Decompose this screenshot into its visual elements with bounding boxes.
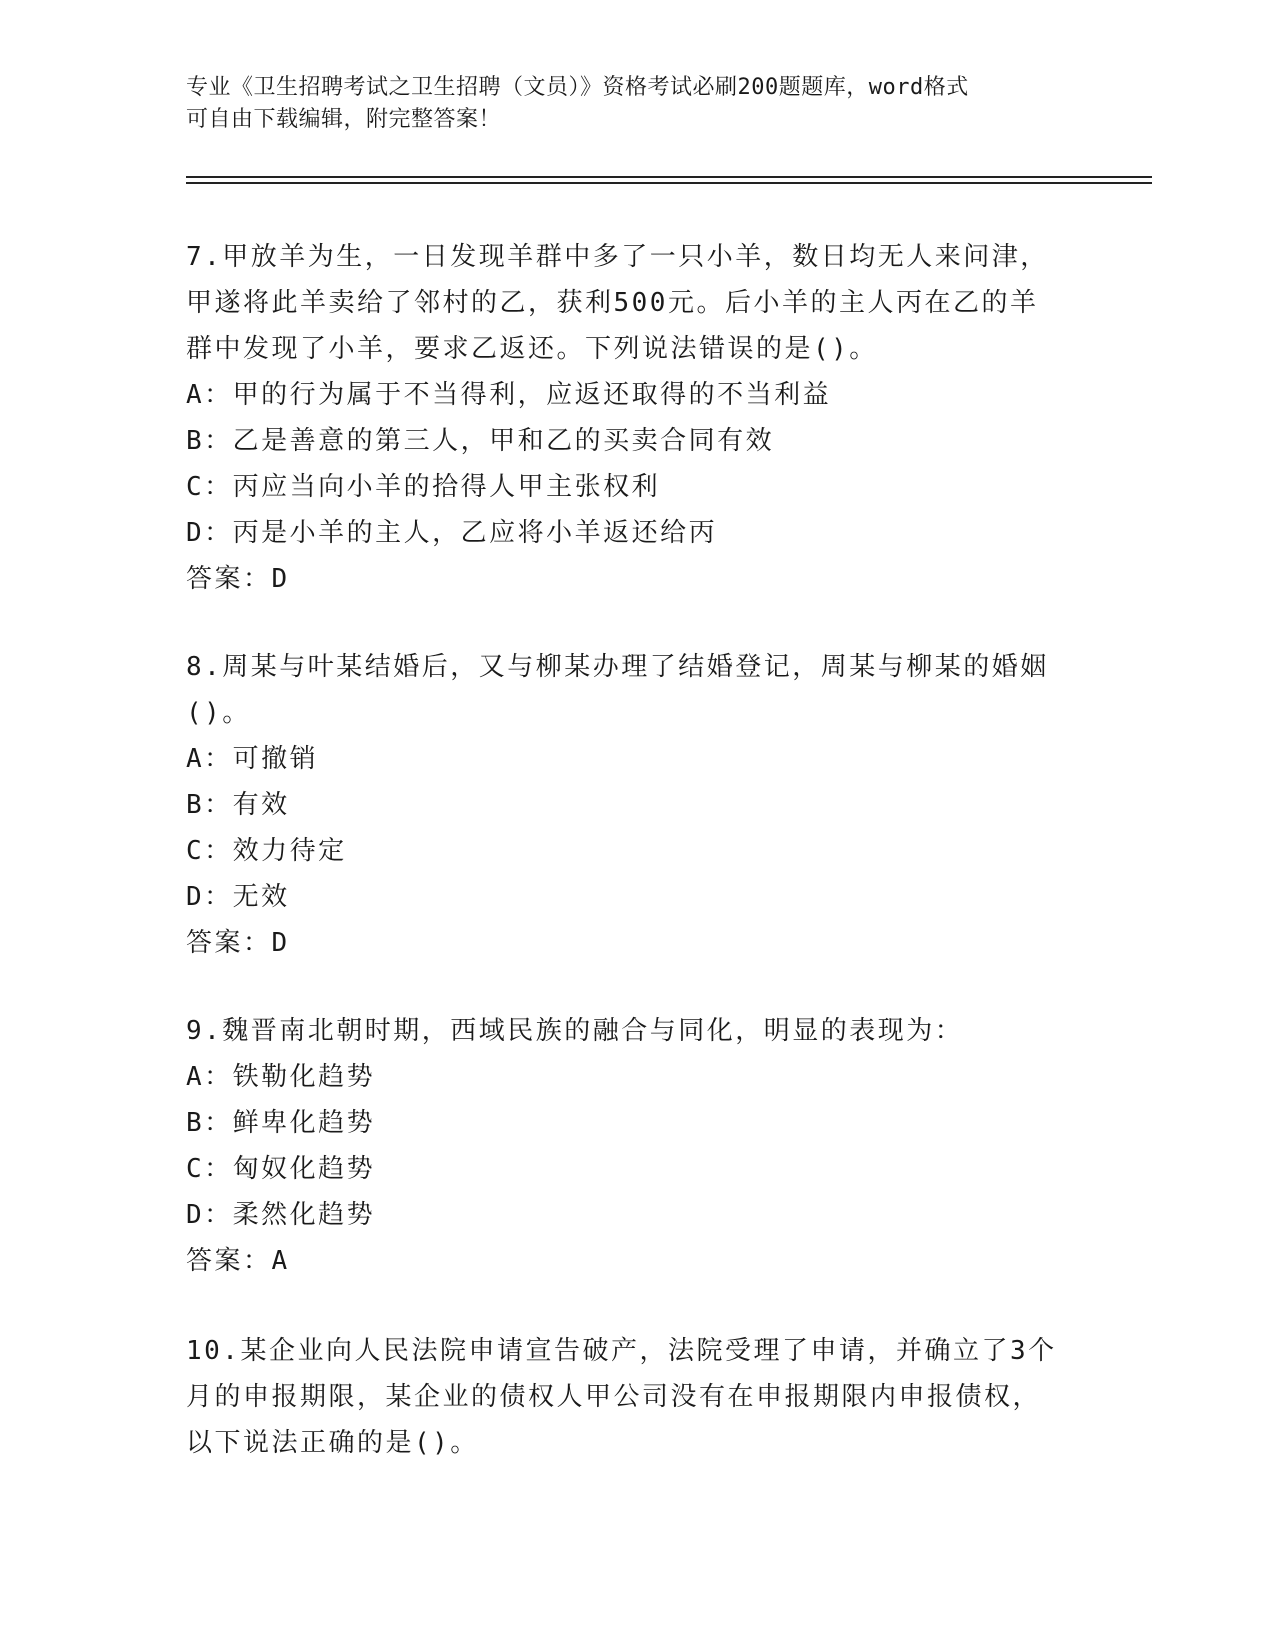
header-line-2: 可自由下载编辑，附完整答案！	[186, 107, 502, 132]
question-9-stem	[186, 1008, 1086, 1054]
question-9-option-c: C：匈奴化趋势	[186, 1154, 376, 1184]
question-8-answer: 答案：D	[186, 928, 290, 958]
stem-line: ()。	[186, 698, 251, 728]
question-7-option-c: C：丙应当向小羊的拾得人甲主张权利	[186, 472, 661, 502]
question-7-option-d: D：丙是小羊的主人，乙应将小羊返还给丙	[186, 518, 718, 548]
question-7-option-b: B：乙是善意的第三人，甲和乙的买卖合同有效	[186, 426, 775, 456]
question-8-option-d: D：无效	[186, 882, 290, 912]
stem-line: 9.魏晋南北朝时期，西域民族的融合与同化，明显的表现为：	[186, 1016, 964, 1046]
question-10	[186, 1328, 1086, 1466]
question-7-answer: 答案：D	[186, 564, 290, 594]
question-9-option-b: B：鲜卑化趋势	[186, 1108, 376, 1138]
question-9-answer: 答案：A	[186, 1246, 290, 1276]
question-8-option-c: C：效力待定	[186, 836, 347, 866]
question-8-stem	[186, 644, 1086, 736]
header-line-1: 专业《卫生招聘考试之卫生招聘（文员）》资格考试必刷200题题库，word格式	[186, 75, 969, 100]
stem-line: 以下说法正确的是()。	[186, 1428, 479, 1458]
header-divider-bottom	[186, 182, 1152, 184]
question-10-stem	[186, 1328, 1086, 1466]
document-header	[186, 72, 1066, 136]
stem-line: 月的申报期限，某企业的债权人甲公司没有在申报期限内申报债权，	[186, 1382, 1042, 1412]
stem-line: 7.甲放羊为生，一日发现羊群中多了一只小羊，数日均无人来问津，	[186, 242, 1049, 272]
question-7-option-a: A：甲的行为属于不当得利，应返还取得的不当利益	[186, 380, 832, 410]
question-9-option-d: D：柔然化趋势	[186, 1200, 376, 1230]
question-7	[186, 234, 1086, 602]
stem-line: 8.周某与叶某结婚后，又与柳某办理了结婚登记，周某与柳某的婚姻	[186, 652, 1049, 682]
question-9	[186, 1008, 1086, 1284]
question-9-option-a: A：铁勒化趋势	[186, 1062, 376, 1092]
stem-line: 群中发现了小羊，要求乙返还。下列说法错误的是()。	[186, 334, 878, 364]
header-divider-top	[186, 176, 1152, 178]
question-8-option-a: A：可撤销	[186, 744, 319, 774]
stem-line: 甲遂将此羊卖给了邻村的乙，获利500元。后小羊的主人丙在乙的羊	[186, 288, 1039, 318]
stem-line: 10.某企业向人民法院申请宣告破产，法院受理了申请，并确立了3个	[186, 1336, 1057, 1366]
question-8-option-b: B：有效	[186, 790, 290, 820]
question-7-stem	[186, 234, 1086, 372]
question-8	[186, 644, 1086, 966]
